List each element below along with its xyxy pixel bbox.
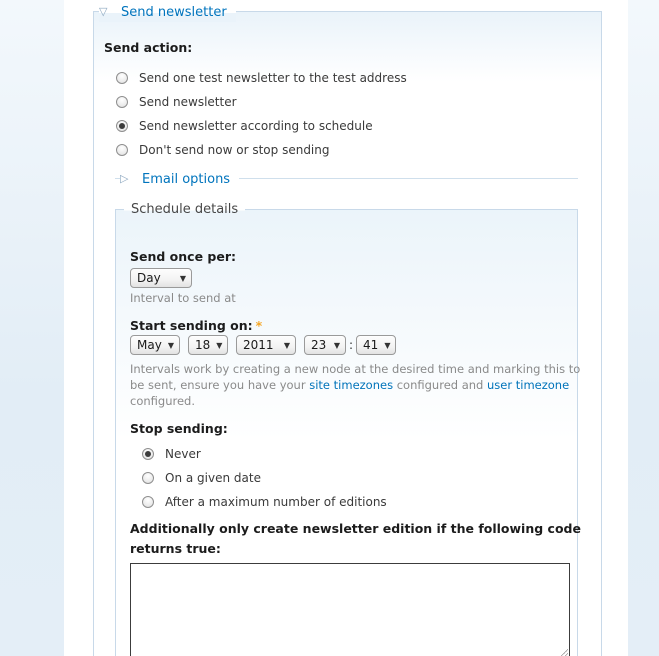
hour-select-value: 23 (311, 338, 327, 352)
day-select-value: 18 (195, 338, 211, 352)
site-timezones-link[interactable]: site timezones (309, 378, 394, 392)
description-text: configured and (393, 378, 488, 392)
required-marker: * (255, 318, 263, 333)
radio-label: Never (165, 447, 201, 461)
radio-label: Send newsletter according to schedule (139, 119, 373, 133)
stop-sending-radio-group (130, 442, 563, 514)
chevron-down-icon: ▼ (333, 340, 340, 350)
chevron-down-icon: ▼ (167, 340, 174, 350)
content-column (64, 0, 628, 656)
description-text: configured. (130, 394, 195, 408)
chevron-down-icon: ▼ (384, 340, 391, 350)
collapse-closed-icon[interactable]: ▷ (120, 172, 129, 185)
radio-option-send-schedule[interactable] (104, 114, 591, 138)
interval-select[interactable] (130, 268, 192, 288)
radio-label: Send newsletter (139, 95, 237, 109)
month-select-value: May (137, 338, 162, 352)
year-select-value: 2011 (243, 338, 274, 352)
radio-option-max-editions[interactable] (130, 490, 563, 514)
minute-select[interactable] (356, 335, 396, 355)
year-select[interactable] (236, 335, 296, 355)
radio-option-never[interactable] (130, 442, 563, 466)
fieldset-email-options-legend (120, 169, 239, 189)
send-once-per-label: Send once per: (130, 249, 236, 264)
radio-option-send-test[interactable] (104, 66, 591, 90)
radio-label: On a given date (165, 471, 261, 485)
radio-label: Send one test newsletter to the test address (139, 71, 407, 85)
interval-select-value: Day (137, 271, 161, 285)
description-text: Intervals work by creating a new node at the desired time and marking this to be sent, ensure you have your (130, 362, 581, 392)
fieldset-schedule-details-legend (124, 200, 245, 220)
hour-select[interactable] (304, 335, 346, 355)
radio-input[interactable] (116, 120, 128, 132)
stop-sending-label: Stop sending: (130, 421, 228, 436)
code-condition-label: Additionally only create newsletter edition if the following code returns true: (130, 521, 581, 556)
time-separator: : (349, 338, 354, 352)
radio-input[interactable] (116, 72, 128, 84)
chevron-down-icon: ▼ (283, 340, 290, 350)
fieldset-send-newsletter-link[interactable]: Send newsletter (121, 5, 227, 20)
minute-select-value: 41 (363, 338, 379, 352)
code-textarea[interactable] (130, 563, 570, 656)
month-select[interactable] (130, 335, 180, 355)
radio-label: Don't send now or stop sending (139, 143, 330, 157)
fieldset-email-options-link[interactable]: Email options (142, 172, 231, 187)
resize-handle-icon[interactable] (558, 649, 568, 656)
send-action-radio-group (104, 66, 591, 162)
fieldset-email-options (115, 172, 578, 187)
radio-option-given-date[interactable] (130, 466, 563, 490)
send-action-label: Send action: (104, 40, 193, 55)
chevron-down-icon: ▼ (216, 340, 223, 350)
user-timezone-link[interactable]: user timezone (487, 378, 570, 392)
start-sending-label-text: Start sending on: (130, 318, 253, 333)
interval-description: Interval to send at (130, 291, 236, 305)
radio-option-send-newsletter[interactable] (104, 90, 591, 114)
fieldset-send-newsletter-legend (99, 2, 236, 22)
radio-label: After a maximum number of editions (165, 495, 387, 509)
radio-input[interactable] (116, 144, 128, 156)
chevron-down-icon: ▼ (179, 273, 186, 283)
code-textarea-wrapper (130, 563, 570, 656)
radio-input[interactable] (142, 496, 154, 508)
collapse-open-icon[interactable]: ▽ (99, 5, 108, 18)
radio-option-dont-send[interactable] (104, 138, 591, 162)
start-sending-description (130, 361, 586, 409)
radio-input[interactable] (142, 472, 154, 484)
radio-input[interactable] (116, 96, 128, 108)
day-select[interactable] (188, 335, 228, 355)
fieldset-schedule-details (115, 202, 581, 656)
schedule-details-title: Schedule details (131, 202, 239, 217)
start-sending-label (130, 318, 563, 334)
radio-input[interactable] (142, 448, 154, 460)
fieldset-send-newsletter (93, 5, 602, 656)
